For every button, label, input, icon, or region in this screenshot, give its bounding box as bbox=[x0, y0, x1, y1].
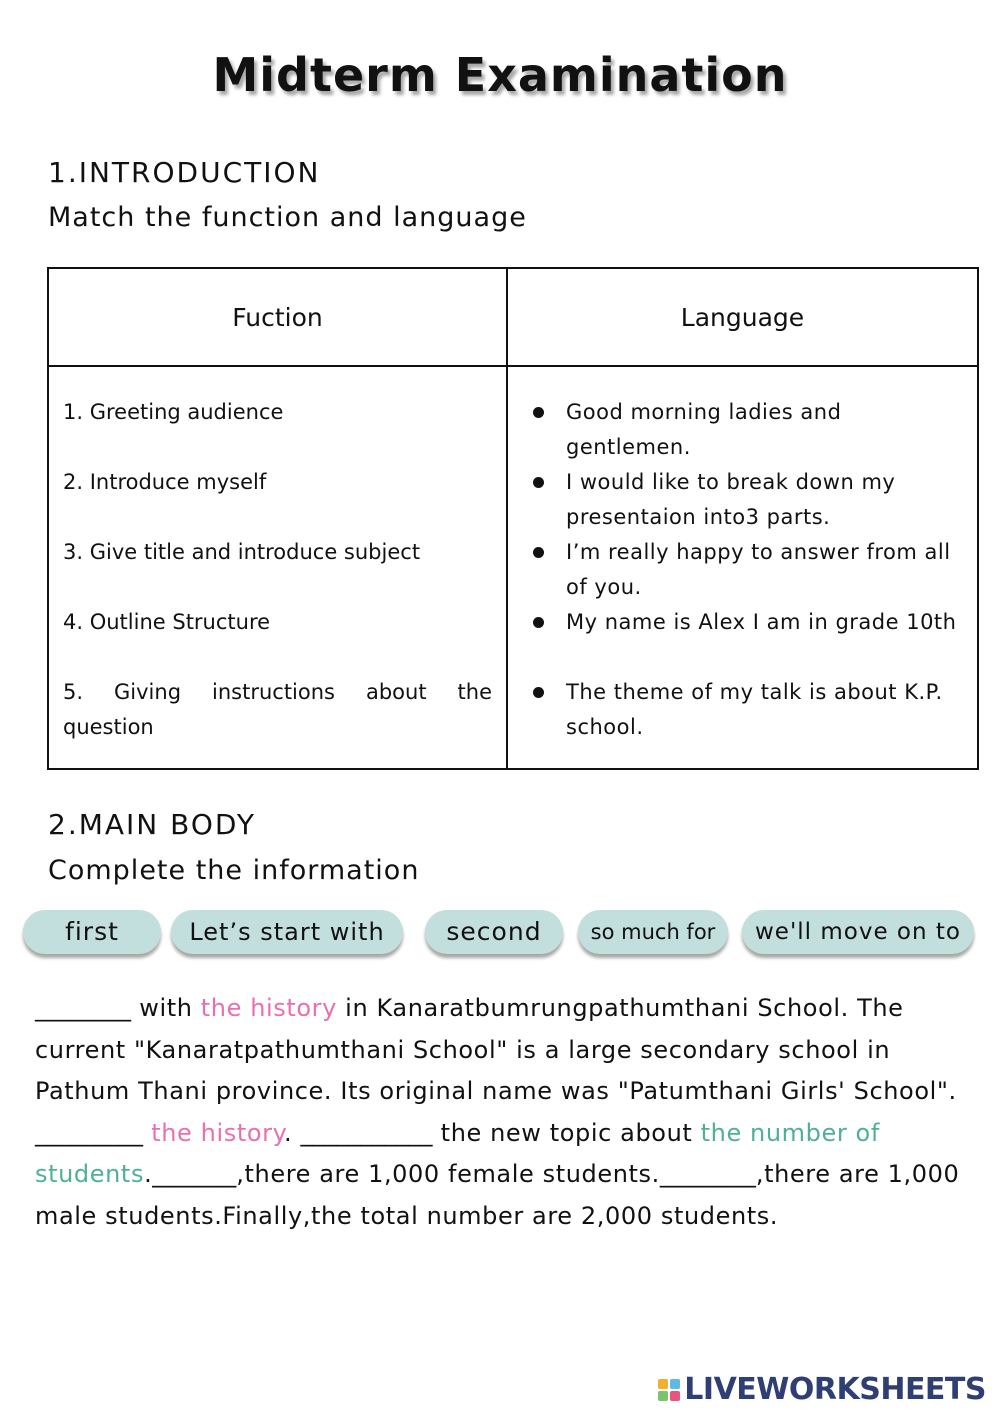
instruction-complete: Complete the information bbox=[48, 855, 420, 886]
passage-paragraph bbox=[35, 988, 975, 1237]
passage-text: in Kanaratbumrungpathumthani School. The current "Kanaratpathumthani School" is a large secondary school in Pathum Thani province. Its original name was "Patumthani Girls' School". bbox=[35, 994, 957, 1105]
page-title: Midterm Examination bbox=[212, 48, 788, 102]
passage-text: . bbox=[144, 1160, 153, 1188]
function-item[interactable]: 2. Introduce myself bbox=[63, 470, 267, 494]
language-item[interactable]: I would like to break down my presentaion into3 parts. bbox=[566, 465, 963, 535]
option-chip-lets-start-with[interactable]: Let’s start with bbox=[171, 910, 403, 954]
blank-4[interactable]: _______ bbox=[152, 1160, 237, 1188]
blank-3[interactable]: ___________ bbox=[300, 1118, 433, 1147]
blank-5[interactable]: ________ bbox=[659, 1160, 756, 1188]
passage-text: . bbox=[283, 1118, 301, 1147]
passage-text: with bbox=[131, 994, 201, 1022]
option-chip-second[interactable]: second bbox=[425, 910, 563, 954]
language-column bbox=[507, 366, 978, 769]
section-heading-introduction: 1.INTRODUCTION bbox=[48, 156, 321, 189]
highlight-history: the history bbox=[200, 994, 337, 1022]
instruction-match: Match the function and language bbox=[48, 202, 527, 233]
logo-square bbox=[658, 1379, 668, 1389]
header-language: Language bbox=[507, 268, 978, 366]
option-chip-so-much-for[interactable]: so much for bbox=[578, 910, 728, 954]
highlight-history: the history bbox=[151, 1118, 284, 1147]
function-column bbox=[48, 366, 507, 769]
passage-text bbox=[143, 1119, 151, 1147]
header-function: Fuction bbox=[48, 268, 507, 366]
option-chip-move-on-to[interactable]: we'll move on to bbox=[742, 910, 974, 954]
language-item[interactable]: My name is Alex I am in grade 10th bbox=[566, 605, 963, 675]
liveworksheets-footer bbox=[658, 1372, 986, 1407]
blank-2[interactable]: _________ bbox=[35, 1118, 143, 1147]
logo-square bbox=[670, 1391, 680, 1401]
function-item[interactable]: 4. Outline Structure bbox=[63, 610, 271, 634]
option-chip-first[interactable]: first bbox=[23, 910, 161, 954]
language-item[interactable]: The theme of my talk is about K.P. school. bbox=[566, 675, 963, 745]
function-item[interactable]: 3. Give title and introduce subject bbox=[63, 540, 421, 564]
liveworksheets-brand: LIVEWORKSHEETS bbox=[684, 1372, 986, 1407]
logo-square bbox=[670, 1379, 680, 1389]
function-item[interactable]: 1. Greeting audience bbox=[63, 400, 284, 424]
option-chips bbox=[0, 910, 1000, 960]
match-table bbox=[47, 267, 979, 770]
logo-square bbox=[658, 1391, 668, 1401]
function-item[interactable]: 5. Giving instructions about the question bbox=[63, 680, 492, 739]
section-heading-main-body: 2.MAIN BODY bbox=[48, 808, 257, 841]
liveworksheets-logo-icon bbox=[658, 1379, 680, 1401]
language-item[interactable]: Good morning ladies and gentlemen. bbox=[566, 395, 963, 465]
blank-1[interactable]: ________ bbox=[35, 994, 131, 1022]
passage-text: the new topic about bbox=[432, 1118, 701, 1147]
passage-text: ,there are 1,000 female students. bbox=[236, 1160, 660, 1188]
highlight-number-of-students: the number of students bbox=[35, 1118, 880, 1188]
language-item[interactable]: I’m really happy to answer from all of you. bbox=[566, 535, 963, 605]
passage-text: ,there are 1,000 male students.Finally,the total number are 2,000 students. bbox=[35, 1160, 960, 1230]
